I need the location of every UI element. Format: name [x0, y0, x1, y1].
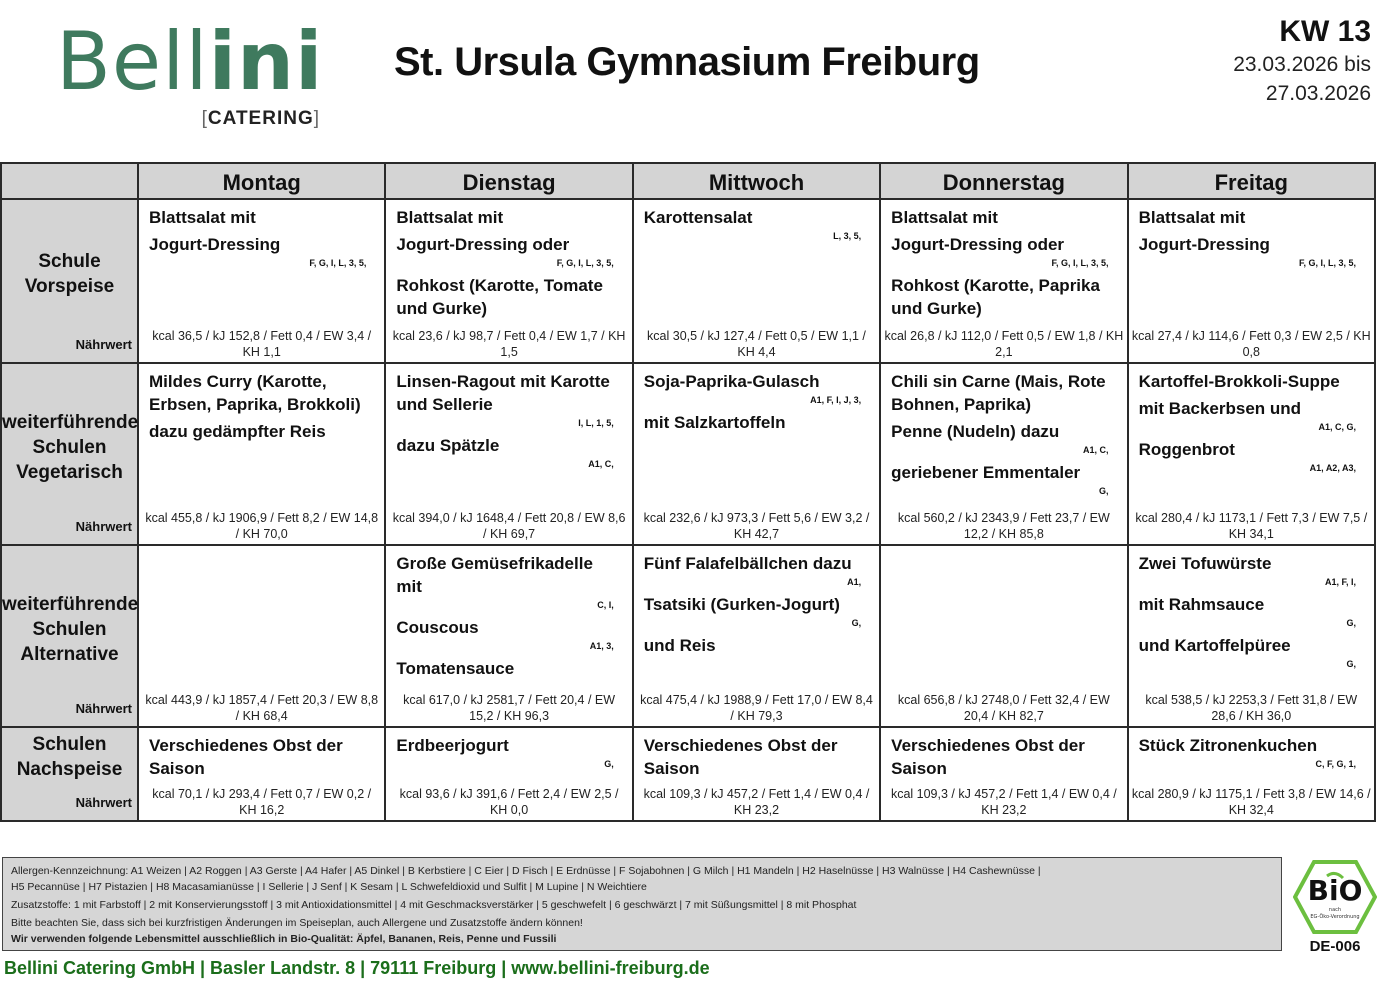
week-info [1233, 14, 1371, 108]
allergen-codes: A1, [847, 577, 862, 587]
bellini-logo [56, 14, 326, 129]
dish-name: dazu Spätzle [396, 436, 500, 455]
menu-cell-donnerstag [880, 727, 1127, 821]
svg-text:EG-Öko-Verordnung: EG-Öko-Verordnung [1310, 914, 1360, 920]
row-category-header [1, 363, 138, 545]
menu-cell-dienstag [385, 727, 632, 821]
nutrition-values: kcal 70,1 / kJ 293,4 / Fett 0,7 / EW 0,2 / KH 16,2 [152, 787, 372, 817]
nutrition-values: kcal 36,5 / kJ 152,8 / Fett 0,4 / EW 3,4 / KH 1,1 [152, 329, 372, 359]
nutrition-values: kcal 30,5 / kJ 127,4 / Fett 0,5 / EW 1,1 / KH 4,4 [647, 329, 866, 359]
allergen-codes: A1, F, I, [1324, 577, 1356, 587]
row-category-line: Vegetarisch [16, 461, 123, 483]
dish-name: und Kartoffelpüree [1138, 636, 1291, 655]
menu-cell-donnerstag [880, 545, 1127, 727]
row-category-line: weiterführende [2, 593, 139, 615]
naehrwert-label: Nährwert [75, 337, 132, 352]
day-header-freitag: Freitag [1128, 163, 1375, 199]
dish-name: Verschiedenes Obst der Saison [891, 736, 1085, 778]
dish-name: Große Gemüsefrikadelle mit [396, 554, 593, 596]
nutrition-values: kcal 443,9 / kJ 1857,4 / Fett 20,3 / EW 8,8 / KH 68,4 [145, 693, 379, 723]
change-notice: Bitte beachten Sie, dass sich bei kurzfristigen Änderungen im Speiseplan, auch Allergene und Zusatzstoffe ändern können! [11, 917, 583, 929]
menu-row [1, 199, 1375, 363]
allergen-codes: L, 3, 5, [833, 231, 862, 241]
date-to: 27.03.2026 [1265, 82, 1371, 105]
bio-control-code: DE-006 [1309, 938, 1361, 955]
allergen-codes: F, G, I, L, 3, 5, [1051, 258, 1109, 268]
day-header-row [1, 163, 1375, 199]
nutrition-values: kcal 232,6 / kJ 973,3 / Fett 5,6 / EW 3,2 / KH 42,7 [643, 511, 870, 541]
nutrition-values: kcal 455,8 / kJ 1906,9 / Fett 8,2 / EW 14,8 / KH 70,0 [145, 511, 379, 541]
dish-name: Jogurt-Dressing [149, 235, 281, 254]
menu-cell-freitag [1128, 199, 1375, 363]
dish-name: Tomatensauce [396, 659, 515, 678]
menu-row [1, 545, 1375, 727]
nutrition-values: kcal 475,4 / kJ 1988,9 / Fett 17,0 / EW 8,4 / KH 79,3 [640, 693, 873, 723]
allergen-codes: A1, 3, [589, 641, 614, 651]
nutrition-values: kcal 280,9 / kJ 1175,1 / Fett 3,8 / EW 14,6 / KH 32,4 [1131, 787, 1371, 817]
menu-cell-dienstag [385, 363, 632, 545]
dish-name: Soja-Paprika-Gulasch [643, 372, 820, 391]
nutrition-values: kcal 538,5 / kJ 2253,3 / Fett 31,8 / EW 28,6 / KH 36,0 [1145, 693, 1358, 723]
naehrwert-label: Nährwert [75, 519, 132, 534]
dish-name: Fünf Falafelbällchen dazu [643, 554, 852, 573]
dish-name: Jogurt-Dressing oder [891, 235, 1065, 254]
bio-notice: Wir verwenden folgende Lebensmittel ausschließlich in Bio-Qualität: Äpfel, Bananen, Reis, Penne und Fussili [11, 933, 557, 945]
menu-table [0, 162, 1376, 822]
dish-name: Rohkost (Karotte, Tomate und Gurke) [396, 276, 603, 318]
allergen-codes: G, [1346, 618, 1356, 628]
dish-name: dazu gedämpfter Reis [149, 422, 326, 441]
day-header-montag: Montag [138, 163, 385, 199]
allergen-codes: F, G, I, L, 3, 5, [556, 258, 614, 268]
allergen-codes: A1, F, I, J, 3, [810, 395, 862, 405]
nutrition-values: kcal 109,3 / kJ 457,2 / Fett 1,4 / EW 0,4 / KH 23,2 [890, 787, 1117, 817]
dish-name: Erdbeerjogurt [396, 736, 509, 755]
dish-name: Kartoffel-Brokkoli-Suppe [1138, 372, 1340, 391]
dish-name: Verschiedenes Obst der Saison [149, 736, 343, 778]
row-category-label [2, 592, 137, 667]
dish-name: mit Salzkartoffeln [643, 413, 786, 432]
menu-cell-mittwoch [633, 545, 880, 727]
day-header-mittwoch: Mittwoch [633, 163, 880, 199]
allergen-codes: A1, C, [588, 459, 614, 469]
dish-name: Zwei Tofuwürste [1138, 554, 1272, 573]
dish-name: Blattsalat mit [396, 208, 504, 227]
dish-name: Couscous [396, 618, 479, 637]
allergen-codes: C, I, [597, 600, 614, 610]
row-category-label [2, 249, 137, 299]
bio-seal-icon [1293, 860, 1377, 934]
menu-cell-dienstag [385, 199, 632, 363]
menu-cell-donnerstag [880, 199, 1127, 363]
dish-name: und Reis [643, 636, 716, 655]
corner-cell [1, 163, 138, 199]
logo-wordmark: Bellini [56, 15, 324, 108]
menu-cell-montag [138, 199, 385, 363]
nutrition-values: kcal 656,8 / kJ 2748,0 / Fett 32,4 / EW 20,4 / KH 82,7 [897, 693, 1110, 723]
row-category-line: Schulen [32, 618, 107, 640]
allergen-codes: A1, A2, A3, [1309, 463, 1356, 473]
nutrition-values: kcal 23,6 / kJ 98,7 / Fett 0,4 / EW 1,7 / KH 1,5 [392, 329, 626, 359]
allergen-codes: G, [1346, 659, 1356, 669]
school-title: St. Ursula Gymnasium Freiburg [394, 40, 980, 84]
row-category-line: Alternative [20, 643, 119, 665]
legend-box [2, 857, 1282, 951]
nutrition-values: kcal 394,0 / kJ 1648,4 / Fett 20,8 / EW 8,6 / KH 69,7 [392, 511, 626, 541]
row-category-line: Vorspeise [24, 276, 115, 297]
menu-cell-montag [138, 727, 385, 821]
dish-name: mit Rahmsauce [1138, 595, 1265, 614]
dish-name: Blattsalat mit [149, 208, 256, 227]
dish-name: Jogurt-Dressing oder [396, 235, 570, 254]
allergen-codes: A1, C, G, [1318, 422, 1356, 432]
nutrition-values: kcal 26,8 / kJ 112,0 / Fett 0,5 / EW 1,8 / KH 2,1 [884, 329, 1124, 359]
allergen-codes: I, L, 1, 5, [578, 418, 614, 428]
nutrition-values: kcal 109,3 / kJ 457,2 / Fett 1,4 / EW 0,4 / KH 23,2 [643, 787, 870, 817]
dish-name: Mildes Curry (Karotte, Erbsen, Paprika, Brokkoli) [149, 372, 361, 414]
menu-cell-freitag [1128, 727, 1375, 821]
menu-cell-dienstag [385, 545, 632, 727]
dish-name: mit Backerbsen und [1138, 399, 1302, 418]
row-category-line: Schule [38, 251, 101, 272]
menu-cell-mittwoch [633, 727, 880, 821]
dish-name: Rohkost (Karotte, Paprika und Gurke) [891, 276, 1100, 318]
menu-cell-montag [138, 363, 385, 545]
row-category-header [1, 727, 138, 821]
allergen-codes: G, [851, 618, 862, 628]
menu-cell-mittwoch [633, 363, 880, 545]
date-from: 23.03.2026 bis [1233, 53, 1371, 76]
logo-subtitle: [CATERING] [201, 108, 320, 129]
dish-name: geriebener Emmentaler [891, 463, 1081, 482]
allergen-legend-line2: H5 Pecannüse | H7 Pistazien | H8 Macasamianüsse | I Sellerie | J Senf | K Sesam | L Schwefeldioxid und Sulfit | M Lupine | N Weichtiere [11, 881, 647, 893]
dish-name: Tsatsiki (Gurken-Jogurt) [643, 595, 840, 614]
nutrition-values: kcal 560,2 / kJ 2343,9 / Fett 23,7 / EW 12,2 / KH 85,8 [897, 511, 1110, 541]
allergen-codes: C, F, G, 1, [1315, 759, 1356, 769]
menu-row [1, 727, 1375, 821]
dish-name: Linsen-Ragout mit Karotte und Sellerie [396, 372, 610, 414]
menu-row [1, 363, 1375, 545]
dish-name: Stück Zitronenkuchen [1138, 736, 1318, 755]
nutrition-values: kcal 93,6 / kJ 391,6 / Fett 2,4 / EW 2,5 / KH 0,0 [399, 787, 619, 817]
row-category-label [2, 732, 137, 782]
dish-name: Penne (Nudeln) dazu [891, 422, 1060, 441]
row-category-label [2, 410, 137, 485]
allergen-codes: F, G, I, L, 3, 5, [1298, 258, 1356, 268]
row-category-line: weiterführende [2, 411, 139, 433]
menu-cell-donnerstag [880, 363, 1127, 545]
nutrition-values: kcal 280,4 / kJ 1173,1 / Fett 7,3 / EW 7,5 / KH 34,1 [1135, 511, 1368, 541]
row-category-line: Schulen [32, 436, 107, 458]
row-category-header [1, 199, 138, 363]
menu-cell-mittwoch [633, 199, 880, 363]
calendar-week: KW 13 [1279, 15, 1371, 48]
nutrition-values: kcal 27,4 / kJ 114,6 / Fett 0,3 / EW 2,5 / KH 0,8 [1131, 329, 1371, 359]
row-category-line: Schulen [32, 734, 107, 755]
allergen-codes: G, [1099, 486, 1109, 496]
naehrwert-label: Nährwert [75, 795, 132, 810]
dish-name: Chili sin Carne (Mais, Rote Bohnen, Paprika) [891, 372, 1106, 414]
dish-name: Verschiedenes Obst der Saison [643, 736, 838, 778]
additives-legend: Zusatzstoffe: 1 mit Farbstoff | 2 mit Konservierungsstoff | 3 mit Antioxidationsmittel | 4 mit Geschmacksverstärker | 5 geschwefelt | 6 geschwärzt | 7 mit Süßungsmittel | 8 mit Phosphat [11, 899, 857, 911]
dish-name: Roggenbrot [1138, 440, 1235, 459]
svg-text:nach: nach [1328, 907, 1342, 913]
naehrwert-label: Nährwert [75, 701, 132, 716]
nutrition-values: kcal 617,0 / kJ 2581,7 / Fett 20,4 / EW 15,2 / KH 96,3 [403, 693, 616, 723]
svg-text:BiO: BiO [1307, 874, 1363, 907]
dish-name: Blattsalat mit [1138, 208, 1246, 227]
dish-name: Blattsalat mit [891, 208, 998, 227]
allergen-codes: F, G, I, L, 3, 5, [309, 258, 367, 268]
allergen-codes: A1, C, [1083, 445, 1109, 455]
menu-cell-freitag [1128, 363, 1375, 545]
row-category-line: Nachspeise [16, 759, 123, 780]
day-header-dienstag: Dienstag [385, 163, 632, 199]
company-footer: Bellini Catering GmbH | Basler Landstr. 8 | 79111 Freiburg | www.bellini-freiburg.de [4, 958, 710, 978]
dish-name: Karottensalat [643, 208, 753, 227]
dish-name: Jogurt-Dressing [1138, 235, 1270, 254]
menu-cell-freitag [1128, 545, 1375, 727]
allergen-codes: G, [604, 759, 614, 769]
day-header-donnerstag: Donnerstag [880, 163, 1127, 199]
menu-cell-montag [138, 545, 385, 727]
row-category-header [1, 545, 138, 727]
allergen-legend-line1: Allergen-Kennzeichnung: A1 Weizen | A2 Roggen | A3 Gerste | A4 Hafer | A5 Dinkel | B Kerbstiere | C Eier | D Fisch | E Erdnüsse | F Sojabohnen | G Milch | H1 Mandeln | H2 Haselnüsse | H3 Walnüsse | H4 Cashewnüsse | [11, 865, 1041, 877]
